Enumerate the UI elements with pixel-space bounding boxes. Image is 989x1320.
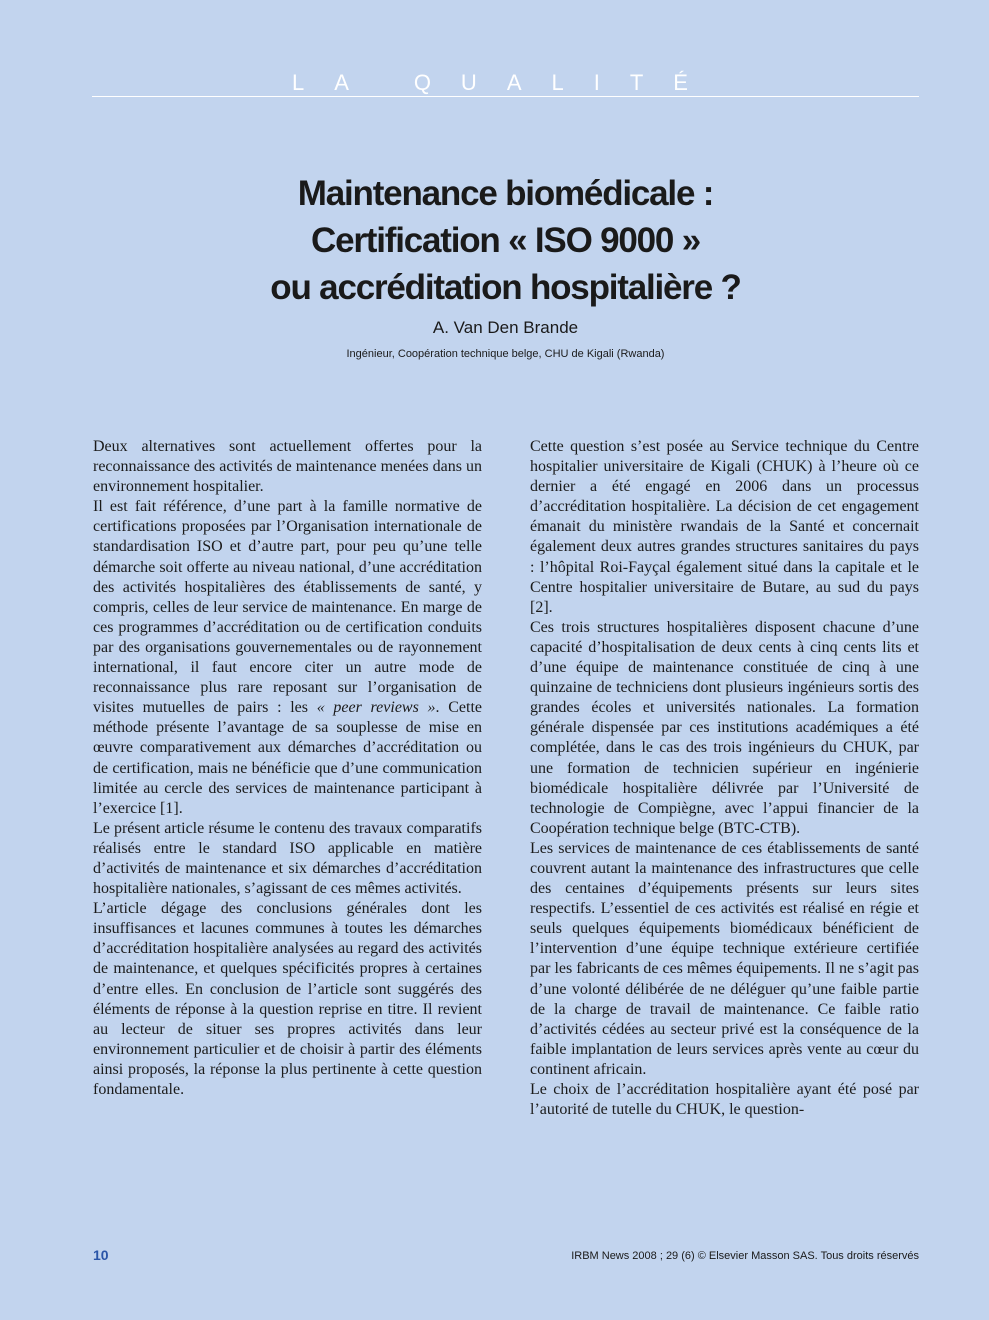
paragraph: Le choix de l’accréditation hospitalière ayant été posé par l’autorité de tutelle du CHUK, le question- [530,1081,919,1119]
paragraph: Le présent article résume le contenu des travaux comparatifs réalisés entre le standard ISO applicable en matière d’activités de maintenance et six démarches d’accréditation hospitalière nationales, s’agissant de ces mêmes activités. [93,819,482,898]
page-number: 10 [93,1247,109,1263]
paragraph: Cette question s’est posée au Service technique du Centre hospitalier universitaire de Kigali (CHUK) à l’heure où ce dernier a été engagé en 2006 dans un processus d’accréditation hospitalière. La décision de cet engagement émanait du ministère rwandais de la Santé et concernait également deux autres grandes structures sanitaires du pays : l’hôpital Roi-Fayçal également situé dans la capitale et le Centre hospitalier universitaire de Butare, au sud du pays [2]. [530,438,919,616]
title-line-1: Maintenance biomédicale : [297,174,714,213]
article-title [92,170,919,311]
author-affiliation: Ingénieur, Coopération technique belge, CHU de Kigali (Rwanda) [346,348,665,360]
peer-reviews-term: « peer reviews » [316,699,436,717]
paragraph: Deux alternatives sont actuellement offertes pour la reconnaissance des activités de maintenance menées dans un environnement hospitalier. [93,438,482,496]
paragraph: Ces trois structures hospitalières disposent chacune d’une capacité d’hospitalisation de deux cents à cinq cents lits et d’une équipe de maintenance constituée de cinq à une quinzaine de techniciens dont plusieurs ingénieurs sortis des grandes écoles et universités nationales. La formation générale dispensée par ces institutions académiques a été complétée, dans le cas des trois ingénieurs du CHUK, par une formation de technicien supérieur en ingénierie biomédicale hospitalière délivrée par l’Université de technologie de Compiègne, avec l’appui financier de la Coopération technique belge (BTC-CTB). [530,618,919,837]
section-header-label: LA QUALITÉ [292,70,718,95]
journal-citation: IRBM News 2008 ; 29 (6) © Elsevier Masson SAS. Tous droits réservés [571,1250,919,1262]
paragraph: Les services de maintenance de ces établissements de santé couvrent autant la maintenance des infrastructures que celle des centaines d’équipements présents sur leurs sites respectifs. L’essentiel de ces activités est réalisé en régie et seuls quelques équipements biomédicaux bénéficient de l’intervention d’une équipe technique extérieure certifiée par les fabricants de ces mêmes équipements. Il ne s’agit pas d’une volonté délibérée de ne déléguer qu’une faible partie de la charge de travail de maintenance. Ce faible ratio d’activités cédées au secteur privé est la conséquence de la faible implantation de leurs services après vente au cœur du continent africain. [530,839,919,1078]
body-column-left [93,437,482,1100]
title-line-3: ou accréditation hospitalière ? [270,268,741,307]
paragraph-text: Il est fait référence, d’une part à la famille normative de certifications proposées par l’Organisation internationale de standardisation ISO et d’autre part, pour peu qu’une telle démarche soit offerte au niveau national, d’une accréditation des activités hospitalières des établissements de santé, y compris, celles de leur service de maintenance. En marge de ces programmes d’accréditation ou de certification conduits par des organisations gouvernementales ou de rayonnement international, il faut encore citer un autre mode de reconnaissance plus rare reposant sur l’organisation de visites mutuelles de pairs : les [93,498,482,717]
body-column-right [530,437,919,1120]
paragraph [93,497,482,819]
author-name: A. Van Den Brande [432,318,579,337]
paragraph: L’article dégage des conclusions générales dont les insuffisances et lacunes communes à toutes les démarches d’accréditation hospitalière analysées au regard des activités de maintenance, et quelques spécificités propres à certaines d’entre elles. En conclusion de l’article sont suggérés des éléments de réponse à la question reprise en titre. Il revient au lecteur de situer ses propres activités dans leur environnement particulier et de choisir à partir des éléments ainsi proposés, la réponse la plus pertinente à cette question fondamentale. [93,900,482,1098]
paragraph-text: . Cette méthode présente l’avantage de sa souplesse de mise en œuvre comparativement aux démarches d’accréditation ou de certification, mais ne bénéficie que d’une communication limitée au cercle des services de maintenance participant à l’exercice [1]. [93,699,482,817]
header-divider [92,96,919,97]
title-line-2: Certification « ISO 9000 » [311,221,700,260]
